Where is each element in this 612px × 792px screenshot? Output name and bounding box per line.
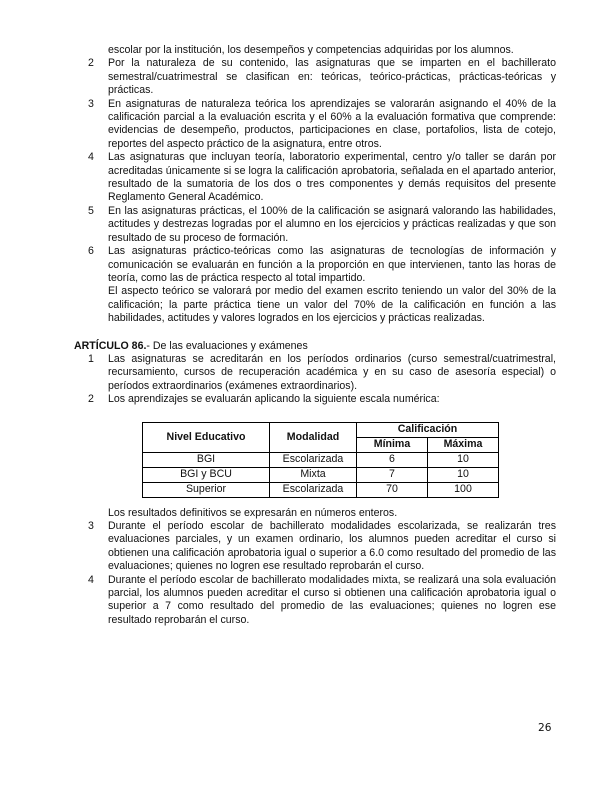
list-number: 5: [88, 204, 94, 217]
list-item: [74, 393, 556, 406]
table-row: [143, 482, 499, 497]
page-number: 26: [538, 722, 552, 734]
list-number: 6: [88, 245, 94, 258]
list-number: 3: [88, 97, 94, 110]
evaluation-list-b: [74, 353, 556, 407]
body-text: [74, 44, 556, 627]
grading-scale-table: [142, 422, 499, 498]
cell-level: Superior: [143, 482, 270, 497]
list-text: Las asignaturas se acreditarán en los períodos ordinarios (curso semestral/cuatrimestral, recursamiento, cursos de recuperación académica y en su caso de asesoría especial) o períodos extraordinarios (exámenes extraordinarios).: [108, 352, 556, 392]
list-item: [74, 98, 556, 152]
list-text: Durante el período escolar de bachillerato modalidades escolarizada, se realizarán tres evaluaciones parciales, y un examen ordinario, los alumnos pueden acreditar el curso si obtienen una calificación aprobatoria igual o superior a 6.0 como resultado del promedio de las evaluaciones; quienes no logren ese resultado reprobarán el curso.: [108, 519, 556, 573]
header-min: Mínima: [357, 437, 428, 452]
list-item: [74, 574, 556, 628]
after-table-paragraph: Los resultados definitivos se expresarán en números enteros.: [108, 506, 398, 519]
continuation-paragraph: escolar por la institución, los desempeños y competencias adquiridas por los alumnos.: [108, 44, 514, 56]
evaluation-list-a: [74, 57, 556, 325]
list-text: Por la naturaleza de su contenido, las asignaturas que se imparten en el bachillerato semestral/cuatrimestral se clasifican en: teóricas, teórico-prácticas, prácticas-teóricas y prácticas.: [108, 57, 556, 97]
list-text: En las asignaturas prácticas, el 100% de la calificación se asignará valorando las habilidades, actitudes y destrezas logradas por el alumno en los ejercicios y prácticas realizadas y que son resultado de su proceso de formación.: [108, 204, 556, 244]
evaluation-list-c: [74, 520, 556, 627]
cell-max: 10: [428, 467, 499, 482]
list-item: [74, 520, 556, 574]
list-number: 3: [88, 519, 94, 532]
list-text: Las asignaturas práctico-teóricas como las asignaturas de tecnologías de información y comunicación se evaluarán en función a la proporción en que intervienen, tanto las horas de teoría, como las de práctica respecto al total impartido.: [108, 245, 556, 284]
list-item: [74, 353, 556, 393]
article-title: - De las evaluaciones y exámenes: [146, 339, 308, 352]
list-text: En asignaturas de naturaleza teórica los aprendizajes se valorarán asignando el 40% de la calificación parcial a la evaluación escrita y el 60% a la evaluación formativa que comprende: evidencias de desempeño, productos, participaciones en clase, portafolios, lista de cotejo, reportes del aspecto práctico de la asignatura, entre otros.: [108, 97, 556, 150]
list-number: 2: [88, 393, 94, 406]
header-modality: Modalidad: [270, 422, 357, 452]
table-header-row: [143, 422, 499, 437]
article-label: ARTÍCULO 86.: [74, 339, 147, 352]
article-heading: [74, 340, 556, 353]
cell-max: 100: [428, 482, 499, 497]
cell-modality: Mixta: [270, 467, 357, 482]
table-row: [143, 467, 499, 482]
list-number: 2: [88, 57, 94, 70]
list-item: [74, 205, 556, 245]
header-level: Nivel Educativo: [143, 422, 270, 452]
list-item: [74, 57, 556, 97]
header-grade: Calificación: [357, 422, 499, 437]
list-item: [74, 245, 556, 285]
cell-max: 10: [428, 452, 499, 467]
list-text: Los aprendizajes se evaluarán aplicando la siguiente escala numérica:: [108, 393, 440, 406]
list-number: 1: [88, 352, 94, 365]
header-max: Máxima: [428, 437, 499, 452]
cell-modality: Escolarizada: [270, 452, 357, 467]
item6-extra-paragraph: El aspecto teórico se valorará por medio del examen escrito teniendo un valor del 30% de la calificación; la parte práctica tiene un valor del 70% de la calificación en función a las habilidades, actitudes y valores logrados en los ejercicios y prácticas realizadas.: [108, 285, 556, 325]
cell-min: 7: [357, 467, 428, 482]
list-text: Durante el período escolar de bachillerato modalidades mixta, se realizará una sola evaluación parcial, los alumnos pueden acreditar el curso si obtienen una calificación aprobatoria igual o superior a 7 como resultado del promedio de las evaluaciones; quienes no logren ese resultado reprobarán el curso.: [108, 573, 556, 626]
cell-level: BGI y BCU: [143, 467, 270, 482]
list-item: [74, 151, 556, 205]
cell-modality: Escolarizada: [270, 482, 357, 497]
list-number: 4: [88, 151, 94, 164]
cell-min: 6: [357, 452, 428, 467]
table-row: [143, 452, 499, 467]
cell-level: BGI: [143, 452, 270, 467]
list-number: 4: [88, 573, 94, 586]
cell-min: 70: [357, 482, 428, 497]
list-text: Las asignaturas que incluyan teoría, laboratorio experimental, centro y/o taller se darán por acreditadas únicamente si se logra la calificación aprobatoria, señalada en el apartado anterior, resultado de la sumatoria de los dos o tres componentes y demás requisitos del presente Reglamento General Académico.: [108, 151, 556, 204]
